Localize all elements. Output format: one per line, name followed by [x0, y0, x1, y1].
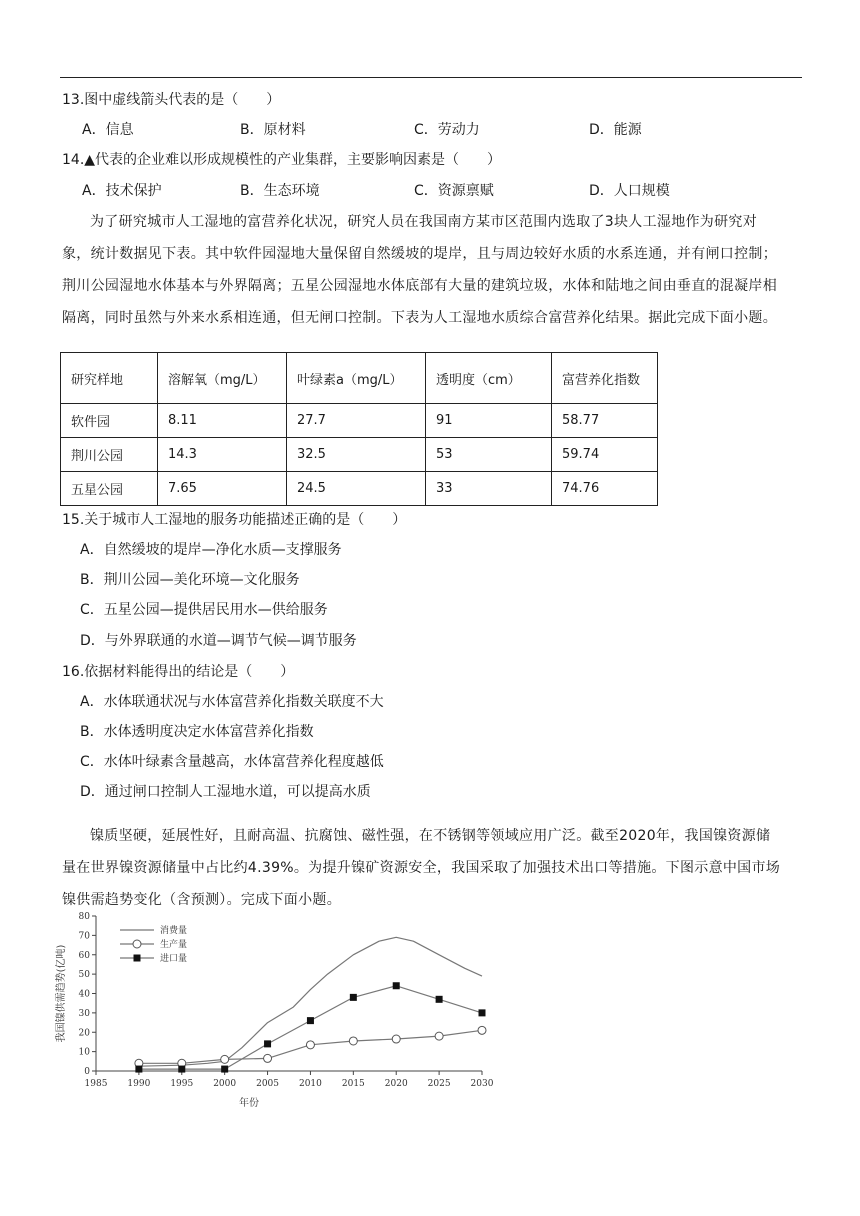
question-14-option-a[interactable]: A．技术保护: [82, 183, 162, 199]
y-tick-label: 80: [78, 912, 90, 922]
x-tick-label: 2005: [256, 1079, 280, 1089]
table-cell: 荆川公园: [61, 438, 158, 472]
data-point-square: [264, 1040, 271, 1047]
table-header-cell: 叶绿素a（mg/L）: [287, 353, 426, 404]
table-cell: 32.5: [287, 438, 426, 472]
legend-entry: 进口量: [160, 954, 188, 964]
data-point-circle: [435, 1032, 443, 1040]
y-tick-label: 10: [78, 1047, 90, 1058]
x-tick-label: 1985: [84, 1079, 108, 1089]
question-13-option-c[interactable]: C．劳动力: [414, 122, 480, 138]
question-16-option-b[interactable]: B．水体透明度决定水体富营养化指数: [80, 724, 314, 740]
question-16-option-d[interactable]: D．通过闸口控制人工湿地水道，可以提高水质: [80, 784, 371, 800]
nickel-passage: 镍质坚硬，延展性好，且耐高温、抗腐蚀、磁性强，在不锈钢等领域应用广泛。截至2020年，我国镍资源储量在世界镍资源储量中占比约4.39%。为提升镍矿资源安全，我国采取了加强技术出口等措施。下图示意中国市场镍供需趋势变化（含预测）。完成下面小题。: [62, 828, 781, 908]
table-cell: 74.76: [552, 472, 658, 506]
table-cell: 五星公园: [61, 472, 158, 506]
table-cell: 91: [426, 404, 552, 438]
data-point-square: [135, 1066, 142, 1073]
table-header-cell: 溶解氧（mg/L）: [158, 353, 287, 404]
data-point-square: [350, 994, 357, 1001]
y-axis-label: 我国镍供需趋势(亿吨): [56, 944, 67, 1043]
y-tick-label: 20: [78, 1028, 90, 1039]
table-header-cell: 富营养化指数: [552, 353, 658, 404]
table-header-cell: 研究样地: [61, 353, 158, 404]
table-header-row: [61, 353, 658, 404]
data-point-square: [479, 1009, 486, 1016]
data-point-circle: [221, 1055, 229, 1063]
data-point-square: [221, 1066, 228, 1073]
question-16-stem: 16.依据材料能得出的结论是（ ）: [62, 664, 295, 680]
table-row: [61, 438, 658, 472]
x-tick-label: 1990: [127, 1079, 151, 1089]
data-point-square: [307, 1017, 314, 1024]
data-point-square: [436, 996, 443, 1003]
y-tick-label: 40: [78, 989, 90, 1000]
question-16-option-c[interactable]: C．水体叶绿素含量越高，水体富营养化程度越低: [80, 754, 384, 770]
question-14-option-c[interactable]: C．资源禀赋: [414, 183, 494, 199]
data-point-circle: [264, 1054, 272, 1062]
y-tick-label: 0: [84, 1067, 90, 1077]
question-16-option-a[interactable]: A．水体联通状况与水体富营养化指数关联度不大: [80, 694, 384, 710]
wetland-passage: 为了研究城市人工湿地的富营养化状况，研究人员在我国南方某市区范围内选取了3块人工湿地作为研究对象，统计数据见下表。其中软件园湿地大量保留自然缓坡的堤岸，且与周边较好水质的水系连通，并有闸口控制；荆川公园湿地水体基本与外界隔离；五星公园湿地水体底部有大量的建筑垃圾，水体和陆地之间由垂直的混凝岸相隔离，同时虽然与外来水系相连通，但无闸口控制。下表为人工湿地水质综合富营养化结果。据此完成下面小题。: [62, 214, 777, 326]
nickel-chart: [50, 908, 500, 1118]
y-tick-label: 50: [78, 970, 90, 981]
data-point-circle: [349, 1037, 357, 1045]
legend-entry: 消费量: [160, 926, 188, 936]
x-tick-label: 2015: [341, 1079, 365, 1089]
question-13-option-d[interactable]: D．能源: [589, 122, 642, 138]
legend-marker-square: [134, 955, 141, 962]
table-cell: 24.5: [287, 472, 426, 506]
data-point-circle: [392, 1035, 400, 1043]
table-cell: 53: [426, 438, 552, 472]
data-point-square: [178, 1066, 185, 1073]
legend-marker-circle: [133, 940, 141, 948]
y-tick-label: 30: [78, 1008, 90, 1019]
table-cell: 59.74: [552, 438, 658, 472]
question-15-option-b[interactable]: B．荆川公园—美化环境—文化服务: [80, 572, 300, 588]
x-tick-label: 1995: [170, 1079, 194, 1089]
header-rule: [60, 77, 802, 78]
table-header-cell: 透明度（cm）: [426, 353, 552, 404]
question-15-option-a[interactable]: A．自然缓坡的堤岸—净化水质—支撑服务: [80, 542, 342, 558]
table-cell: 27.7: [287, 404, 426, 438]
question-14-stem: 14.▲代表的企业难以形成规模性的产业集群，主要影响因素是（ ）: [62, 152, 502, 168]
table-cell: 软件园: [61, 404, 158, 438]
table-row: [61, 472, 658, 506]
question-15-stem: 15.关于城市人工湿地的服务功能描述正确的是（ ）: [62, 512, 407, 528]
x-axis-label: 年份: [239, 1098, 259, 1109]
y-tick-label: 70: [78, 931, 90, 942]
y-tick-label: 60: [78, 950, 90, 961]
x-tick-label: 2000: [213, 1079, 237, 1089]
x-tick-label: 2030: [470, 1079, 494, 1089]
data-point-circle: [306, 1041, 314, 1049]
wetland-table: [60, 352, 658, 506]
series-line-2: [139, 986, 482, 1069]
legend-entry: 生产量: [160, 940, 188, 950]
table-cell: 58.77: [552, 404, 658, 438]
data-point-circle: [478, 1026, 486, 1034]
question-14-option-d[interactable]: D．人口规模: [589, 183, 670, 199]
data-point-square: [393, 982, 400, 989]
x-tick-label: 2020: [384, 1079, 408, 1089]
question-13-option-b[interactable]: B．原材料: [240, 122, 306, 138]
question-15-option-d[interactable]: D．与外界联通的水道—调节气候—调节服务: [80, 633, 357, 649]
question-13-option-a[interactable]: A．信息: [82, 122, 134, 138]
table-cell: 7.65: [158, 472, 287, 506]
question-14-option-b[interactable]: B．生态环境: [240, 183, 320, 199]
table-row: [61, 404, 658, 438]
x-tick-label: 2025: [427, 1079, 451, 1089]
table-cell: 14.3: [158, 438, 287, 472]
x-tick-label: 2010: [298, 1079, 322, 1089]
question-13-stem: 13.图中虚线箭头代表的是（ ）: [62, 92, 281, 108]
table-cell: 8.11: [158, 404, 287, 438]
question-15-option-c[interactable]: C．五星公园—提供居民用水—供给服务: [80, 602, 328, 618]
table-cell: 33: [426, 472, 552, 506]
